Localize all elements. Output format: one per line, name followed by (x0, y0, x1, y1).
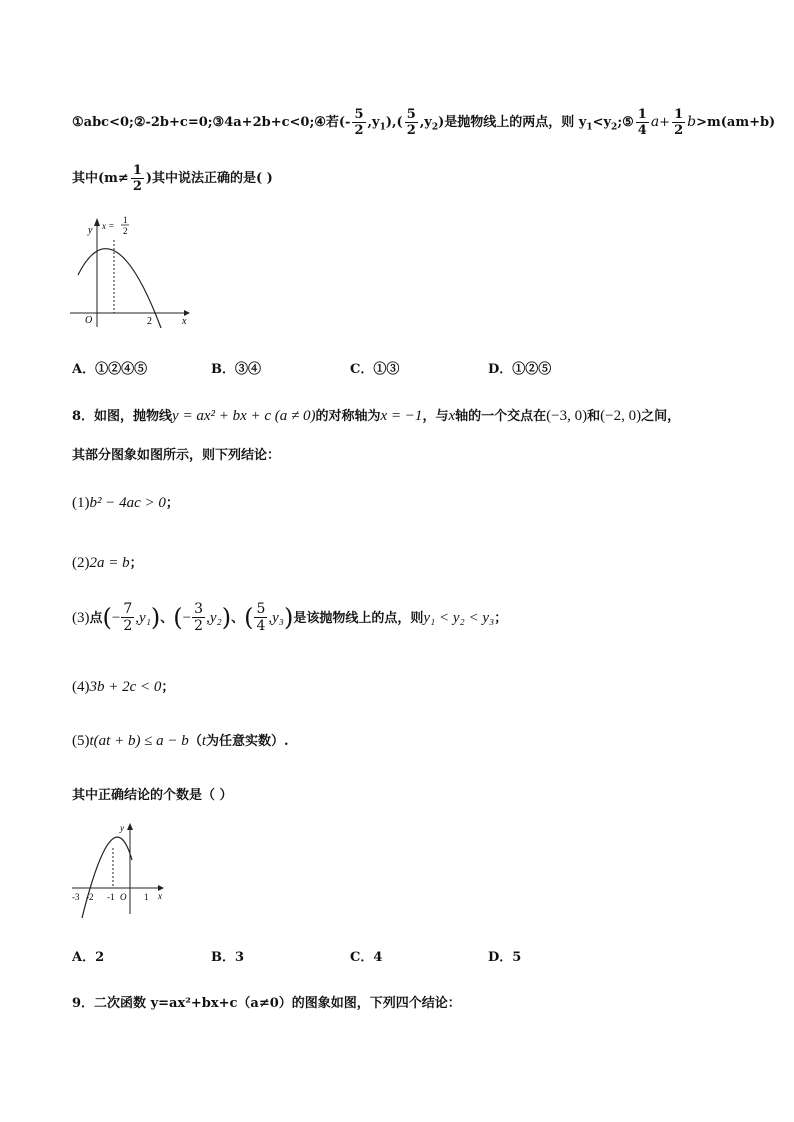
point-neg2-0: (−2, 0) (600, 408, 642, 424)
symmetry-axis-numerator: 1 (123, 215, 128, 225)
q8-option-c[interactable]: C．4 (350, 950, 383, 965)
x-axis-label: x (182, 316, 187, 327)
q8-condition-1: (1)b² − 4ac > 0； (72, 495, 179, 511)
fraction-1-4: $\frac{1}{4}$ (637, 107, 647, 138)
q7-parabola-graph (66, 212, 196, 332)
origin-label: O (85, 315, 93, 326)
symmetry-axis-equation: x = −1 (380, 408, 423, 424)
q9-intro-line: 9．二次函数 y=ax²+bx+c（a≠0）的图象如图，下列四个结论： (72, 996, 461, 1011)
symmetry-axis-denominator: 2 (123, 226, 128, 236)
y-axis-arrow (127, 823, 133, 830)
q8-intro-line: 8．如图，抛物线y = ax² + bx + c (a ≠ 0)的对称轴为x = −1，与x轴的一个交点在(−3, 0)和(−2, 0)之间， (72, 408, 681, 424)
point-neg3-0: (−3, 0) (546, 408, 588, 424)
tick-label-1: 1 (144, 892, 149, 902)
q7-option-d[interactable]: D．①②⑤ (488, 362, 552, 377)
symmetry-axis-label: x = (102, 221, 115, 231)
fraction-5-4: $\frac{5}{4}$ (256, 601, 266, 634)
fraction-1-2: $\frac{1}{2}$ (132, 163, 142, 194)
y-axis-arrow (94, 218, 100, 226)
tick-label-neg2: -2 (86, 892, 94, 902)
fraction-7-2: $\frac{7}{2}$ (123, 601, 133, 634)
parabola-curve (82, 837, 132, 918)
q8-condition-2: (2)2a = b； (72, 555, 143, 571)
fraction-1-2: $\frac{1}{2}$ (674, 107, 684, 138)
q7-option-c[interactable]: C．①③ (350, 362, 400, 377)
q7-option-a[interactable]: A．①②④⑤ (72, 362, 148, 377)
y-axis-label: y (88, 225, 93, 236)
parabola-equation: y = ax² + bx + c (a ≠ 0) (172, 408, 316, 424)
q8-option-a[interactable]: A．2 (72, 950, 105, 965)
q7-option-b[interactable]: B．③④ (211, 362, 261, 377)
q7-conditions-line: ①abc<0;②-2b+c=0;③4a+2b+c<0;④若(- $\frac{5}{2}$ $,y_1$),( $\frac{5}{2}$ $,y_2$)是抛物线上的两点，则 $y_1<y_2;⑤$ $\frac{1}{4}$ a+ $\frac{1}{2}$ b>m(am+b) (72, 107, 776, 138)
fraction-5-2: $\frac{5}{2}$ (354, 107, 364, 138)
q8-option-d[interactable]: D．5 (488, 950, 522, 965)
tick-label-neg1: -1 (107, 892, 115, 902)
q8-intro-line-2: 其部分图象如图所示，则下列结论： (72, 448, 281, 463)
q8-parabola-graph (66, 818, 176, 918)
q8-condition-4: (4)3b + 2c < 0； (72, 679, 175, 695)
tick-label-2: 2 (147, 316, 152, 327)
q7-question-line: 其中(m≠ $\frac{1}{2}$ )其中说法正确的是( ) (72, 163, 273, 194)
tick-label-neg3: -3 (72, 892, 80, 902)
q8-condition-3: (3)点(− $\frac{7}{2}$ ,y₁)、(− $\frac{3}{2}$ ,y₂)、( $\frac{5}{4}$ ,y₃)是该抛物线上的点，则y₁ < y₂ < y₃； (72, 601, 508, 634)
y-axis-label: y (120, 823, 124, 833)
q8-question: 其中正确结论的个数是（ ） (72, 788, 233, 803)
fraction-5-2: $\frac{5}{2}$ (406, 107, 416, 138)
origin-label: O (120, 892, 127, 902)
q8-condition-5: (5)t(at + b) ≤ a − b（t为任意实数）. (72, 733, 289, 749)
q8-option-b[interactable]: B．3 (211, 950, 245, 965)
x-axis-label: x (158, 891, 162, 901)
fraction-3-2: $\frac{3}{2}$ (194, 601, 204, 634)
